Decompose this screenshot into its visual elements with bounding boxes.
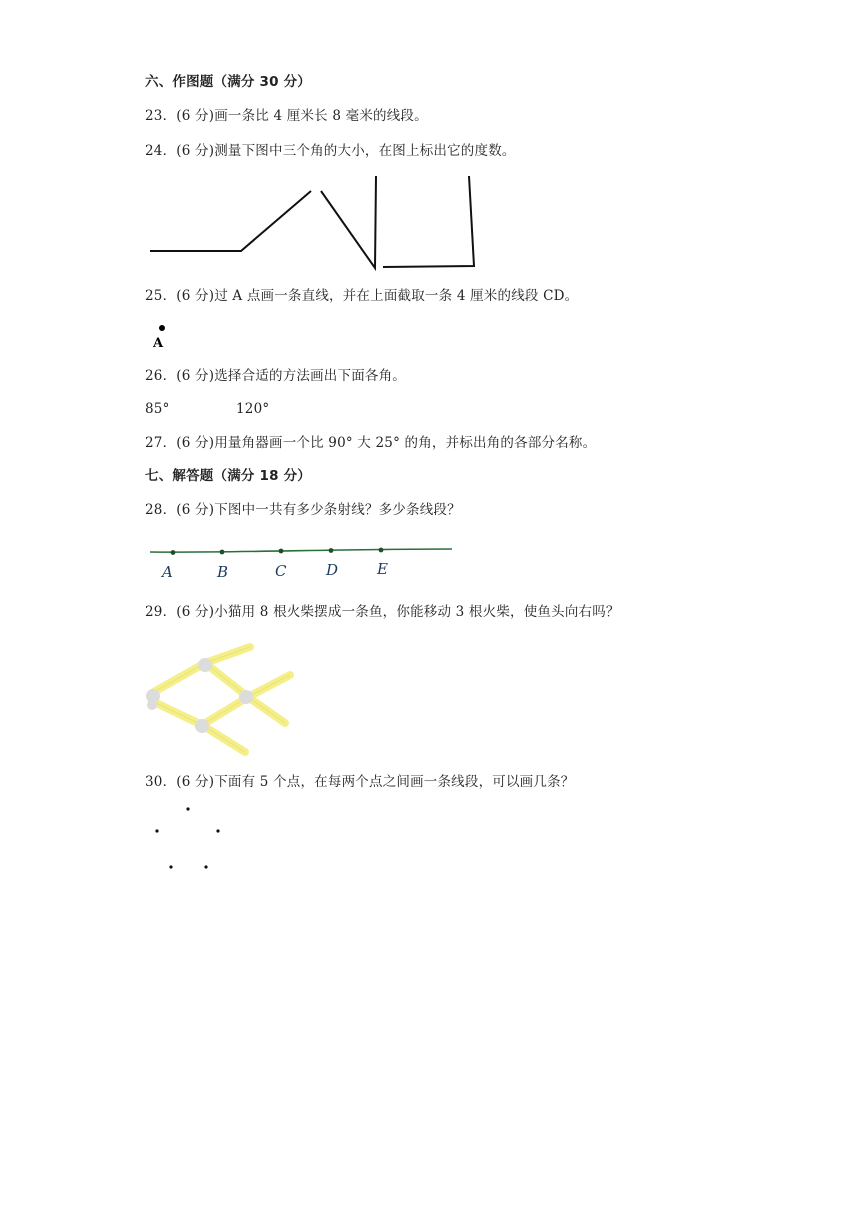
question-25: 25．(6 分)过 A 点画一条直线，并在上面截取一条 4 厘米的线段 CD。 bbox=[145, 288, 579, 304]
section7-heading: 七、解答题（满分 18 分） bbox=[145, 468, 311, 484]
match-heads bbox=[146, 658, 253, 733]
question-30: 30．(6 分)下面有 5 个点，在每两个点之间画一条线段，可以画几条？ bbox=[145, 774, 575, 790]
angle-85-label: 85° bbox=[145, 401, 170, 417]
match-head-2 bbox=[198, 658, 212, 672]
label-b: B bbox=[217, 563, 229, 581]
match-head-3 bbox=[239, 690, 253, 704]
question-26: 26．(6 分)选择合适的方法画出下面各角。 bbox=[145, 368, 406, 384]
ray-line bbox=[150, 549, 452, 552]
point-a-dot bbox=[159, 325, 165, 331]
question-29: 29．(6 分)小猫用 8 根火柴摆成一条鱼，你能移动 3 根火柴，使鱼头向右吗？ bbox=[145, 604, 620, 620]
question-24: 24．(6 分)测量下图中三个角的大小，在图上标出它的度数。 bbox=[145, 143, 516, 159]
match-head-4 bbox=[195, 719, 209, 733]
point-a-label: A bbox=[153, 336, 164, 350]
dot-1 bbox=[186, 807, 189, 810]
five-points-figure bbox=[145, 800, 235, 875]
question-28: 28．(6 分)下图中一共有多少条射线？多少条线段？ bbox=[145, 502, 461, 518]
label-c: C bbox=[275, 562, 287, 580]
dot-2 bbox=[155, 829, 158, 832]
angles-figure bbox=[140, 170, 490, 275]
matchsticks bbox=[152, 647, 290, 752]
match-head-5 bbox=[147, 700, 157, 710]
point-a bbox=[171, 550, 176, 555]
angle-120-label: 120° bbox=[236, 401, 270, 417]
point-a-figure bbox=[148, 322, 172, 350]
dot-4 bbox=[169, 865, 172, 868]
label-d: D bbox=[326, 561, 339, 579]
angle-3 bbox=[383, 176, 474, 267]
dot-5 bbox=[204, 865, 207, 868]
question-23: 23．(6 分)画一条比 4 厘米长 8 毫米的线段。 bbox=[145, 108, 428, 124]
matchstick-fish-figure bbox=[140, 635, 300, 765]
section6-heading: 六、作图题（满分 30 分） bbox=[145, 74, 311, 90]
question-27: 27．(6 分)用量角器画一个比 90° 大 25° 的角，并标出角的各部分名称。 bbox=[145, 435, 597, 451]
angle-2 bbox=[321, 176, 376, 268]
point-e bbox=[379, 548, 384, 553]
point-c bbox=[279, 549, 284, 554]
label-e: E bbox=[377, 560, 388, 578]
label-a: A bbox=[162, 563, 173, 581]
point-b bbox=[220, 550, 225, 555]
dot-3 bbox=[216, 829, 219, 832]
angle-1 bbox=[150, 191, 311, 251]
points-line-figure bbox=[145, 538, 457, 583]
point-d bbox=[329, 548, 334, 553]
